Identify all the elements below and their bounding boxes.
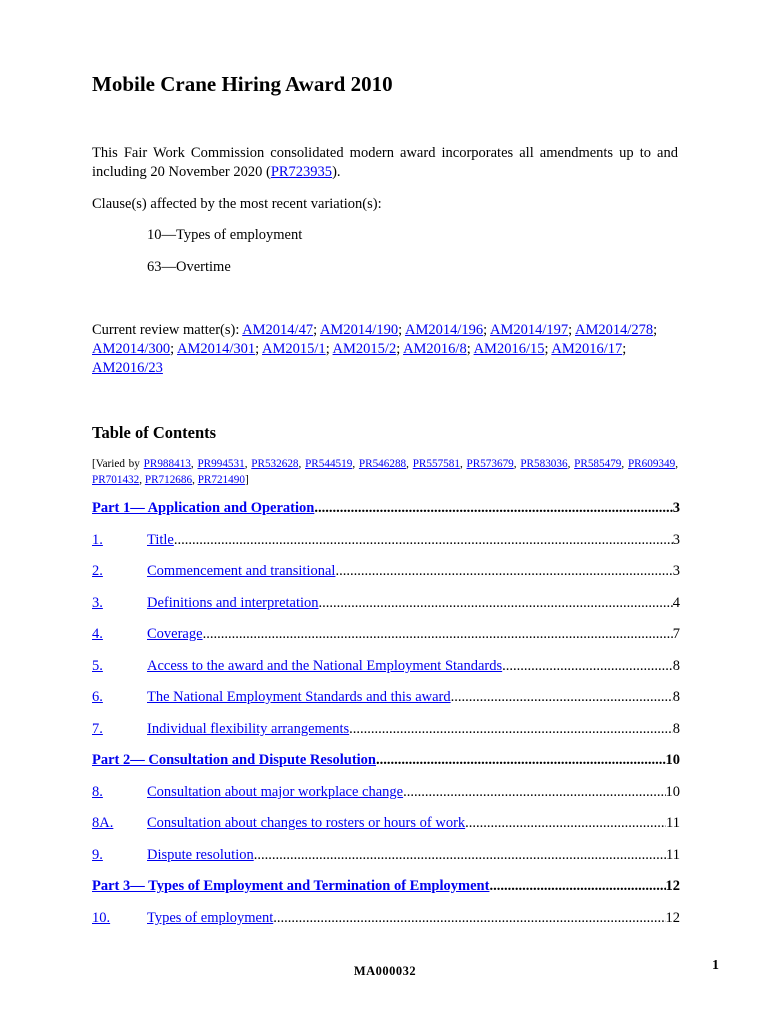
toc-part-row[interactable] xyxy=(92,752,680,772)
toc-page-number: 7 xyxy=(672,626,680,642)
separator: , xyxy=(621,458,628,470)
toc-clause-link[interactable]: Dispute resolution xyxy=(147,847,254,863)
toc-clause-row[interactable] xyxy=(92,689,680,709)
toc-leader-dots xyxy=(502,658,673,675)
clause-affected-item: 10—Types of employment xyxy=(147,227,303,243)
varied-end: ] xyxy=(244,474,249,486)
toc-clause-number-link[interactable]: 2. xyxy=(92,563,103,579)
review-matter-link[interactable]: AM2014/301 xyxy=(177,341,256,357)
intro-end: ). xyxy=(332,164,341,180)
toc-clause-link[interactable]: Types of employment xyxy=(147,910,274,926)
toc-leader-dots xyxy=(489,878,665,895)
toc-clause-number-link[interactable]: 5. xyxy=(92,658,103,674)
toc-clause-link[interactable]: Individual flexibility arrangements xyxy=(147,721,350,737)
review-matter-link[interactable]: AM2014/197 xyxy=(489,322,569,338)
review-matter-link[interactable]: AM2014/278 xyxy=(575,322,654,338)
toc-page-number: 12 xyxy=(665,910,680,926)
varied-by-link[interactable]: PR583036 xyxy=(520,458,568,470)
separator: , xyxy=(352,458,359,470)
toc-page-number: 8 xyxy=(672,658,680,674)
review-matters-paragraph xyxy=(92,321,678,378)
review-matter-link[interactable]: AM2016/17 xyxy=(551,341,623,357)
toc-clause-row[interactable] xyxy=(92,721,680,741)
toc-clause-link[interactable]: Coverage xyxy=(147,626,203,642)
varied-by-link[interactable]: PR573679 xyxy=(466,458,514,470)
toc-leader-dots xyxy=(465,815,666,832)
separator: , xyxy=(675,458,678,470)
separator: , xyxy=(459,458,467,470)
toc-clause-number-link[interactable]: 7. xyxy=(92,721,103,737)
toc-page-number: 8 xyxy=(672,689,680,705)
toc-leader-dots xyxy=(349,721,673,738)
toc-clause-row[interactable] xyxy=(92,815,680,835)
toc-clause-link[interactable]: Definitions and interpretation xyxy=(147,595,319,611)
separator: ; xyxy=(396,341,404,357)
toc-clause-row[interactable] xyxy=(92,910,680,930)
separator: ; xyxy=(170,341,178,357)
toc-clause-number-link[interactable]: 3. xyxy=(92,595,103,611)
varied-by-link[interactable]: PR585479 xyxy=(574,458,622,470)
toc-page-number: 11 xyxy=(666,815,680,831)
separator: ; xyxy=(568,322,575,338)
document-title: Mobile Crane Hiring Award 2010 xyxy=(92,72,393,96)
separator: , xyxy=(244,458,252,470)
toc-clause-row[interactable] xyxy=(92,532,680,552)
review-matter-link[interactable]: AM2016/23 xyxy=(92,360,163,376)
toc-page-number: 4 xyxy=(672,595,680,611)
toc-page-number: 10 xyxy=(665,784,680,800)
toc-page-number: 3 xyxy=(672,532,680,548)
toc-leader-dots xyxy=(451,689,673,706)
clause-affected-item: 63—Overtime xyxy=(147,259,231,275)
varied-by-link[interactable]: PR701432 xyxy=(92,474,140,486)
separator: ; xyxy=(622,341,627,357)
varied-by-link[interactable]: PR712686 xyxy=(144,474,193,486)
varied-by-link[interactable]: PR557581 xyxy=(412,458,460,470)
review-matter-link[interactable]: AM2014/196 xyxy=(404,322,484,338)
toc-leader-dots xyxy=(403,784,665,801)
toc-page-number: 8 xyxy=(672,721,680,737)
toc-leader-dots xyxy=(376,752,666,769)
separator: ; xyxy=(255,341,263,357)
toc-clause-number-link[interactable]: 1. xyxy=(92,532,103,548)
toc-heading: Table of Contents xyxy=(92,423,217,442)
separator: ; xyxy=(466,341,474,357)
toc-page-number: 3 xyxy=(672,563,680,579)
toc-clause-row[interactable] xyxy=(92,658,680,678)
varied-by-link[interactable]: PR532628 xyxy=(251,458,299,470)
intro-text: This Fair Work Commission consolidated modern award incorporates all amendments up to and including 20 November 2020 ( xyxy=(92,145,678,180)
clauses-affected-label: Clause(s) affected by the most recent variation(s): xyxy=(92,196,382,212)
toc-clause-row[interactable] xyxy=(92,595,680,615)
separator: , xyxy=(139,474,145,486)
toc-clause-row[interactable] xyxy=(92,563,680,583)
review-matter-link[interactable]: AM2016/8 xyxy=(403,341,467,357)
review-matter-link[interactable]: AM2014/300 xyxy=(92,341,171,357)
separator: , xyxy=(513,458,521,470)
toc-clause-link[interactable]: Consultation about changes to rosters or hours of work xyxy=(147,815,466,831)
varied-by-link[interactable]: PR546288 xyxy=(358,458,407,470)
toc-clause-link[interactable]: Title xyxy=(147,532,174,548)
toc-clause-link[interactable]: Consultation about major workplace change xyxy=(147,784,404,800)
varied-by-link[interactable]: PR988413 xyxy=(143,458,191,470)
toc-clause-row[interactable] xyxy=(92,626,680,646)
toc-leader-dots xyxy=(174,532,673,549)
review-matter-link[interactable]: AM2015/1 xyxy=(262,341,326,357)
varied-by-link[interactable]: PR994531 xyxy=(197,458,245,470)
intro-paragraph xyxy=(92,144,678,182)
varied-by-paragraph xyxy=(92,456,678,488)
toc-page-number: 11 xyxy=(666,847,680,863)
toc-page-number: 10 xyxy=(665,752,680,768)
page-number: 1 xyxy=(712,958,719,973)
separator: , xyxy=(190,458,198,470)
toc-leader-dots xyxy=(203,626,673,643)
toc-clause-number-link[interactable]: 8A. xyxy=(92,815,114,831)
toc-part-row[interactable] xyxy=(92,878,680,898)
toc-clause-number-link[interactable]: 8. xyxy=(92,784,103,800)
review-matter-link[interactable]: AM2014/47 xyxy=(242,322,314,338)
review-matter-link[interactable]: AM2015/2 xyxy=(332,341,397,357)
separator: ; xyxy=(653,322,658,338)
separator: ; xyxy=(544,341,552,357)
separator: , xyxy=(406,458,413,470)
toc-leader-dots xyxy=(273,910,665,927)
toc-part-link[interactable]: Part 1— Application and Operation xyxy=(92,500,315,516)
footer-award-code: MA000032 xyxy=(353,964,417,978)
toc-page-number: 3 xyxy=(672,500,680,516)
varied-by-link[interactable]: PR544519 xyxy=(305,458,353,470)
toc-page-number: 12 xyxy=(665,878,680,894)
toc-clause-link[interactable]: Access to the award and the National Employment Standards xyxy=(147,658,503,674)
toc-clause-number-link[interactable]: 4. xyxy=(92,626,103,642)
separator: , xyxy=(567,458,575,470)
toc-part-row[interactable] xyxy=(92,500,680,520)
toc-clause-row[interactable] xyxy=(92,847,680,867)
toc-leader-dots xyxy=(319,595,673,612)
review-matter-link[interactable]: AM2014/190 xyxy=(319,322,399,338)
toc-leader-dots xyxy=(254,847,666,864)
varied-by-link[interactable]: PR609349 xyxy=(627,458,676,470)
toc-part-link[interactable]: Part 3— Types of Employment and Termination of Employment xyxy=(92,878,490,894)
toc-leader-dots xyxy=(335,563,672,580)
separator: , xyxy=(298,458,306,470)
intro-link[interactable]: PR723935 xyxy=(270,164,333,180)
separator: ; xyxy=(313,322,320,338)
toc-leader-dots xyxy=(314,500,672,517)
toc-clause-number-link[interactable]: 9. xyxy=(92,847,103,863)
toc-clause-link[interactable]: The National Employment Standards and this award xyxy=(147,689,451,705)
toc-clause-number-link[interactable]: 10. xyxy=(92,910,111,926)
toc-clause-number-link[interactable]: 6. xyxy=(92,689,103,705)
varied-label: [Varied by xyxy=(92,458,144,470)
toc-clause-link[interactable]: Commencement and transitional xyxy=(147,563,336,579)
separator: , xyxy=(192,474,198,486)
varied-by-link[interactable]: PR721490 xyxy=(197,474,245,486)
separator: ; xyxy=(325,341,333,357)
separator: ; xyxy=(398,322,405,338)
review-label: Current review matter(s): xyxy=(92,322,243,338)
toc-part-link[interactable]: Part 2— Consultation and Dispute Resolution xyxy=(92,752,376,768)
toc-clause-row[interactable] xyxy=(92,784,680,804)
separator: ; xyxy=(483,322,490,338)
review-matter-link[interactable]: AM2016/15 xyxy=(473,341,545,357)
